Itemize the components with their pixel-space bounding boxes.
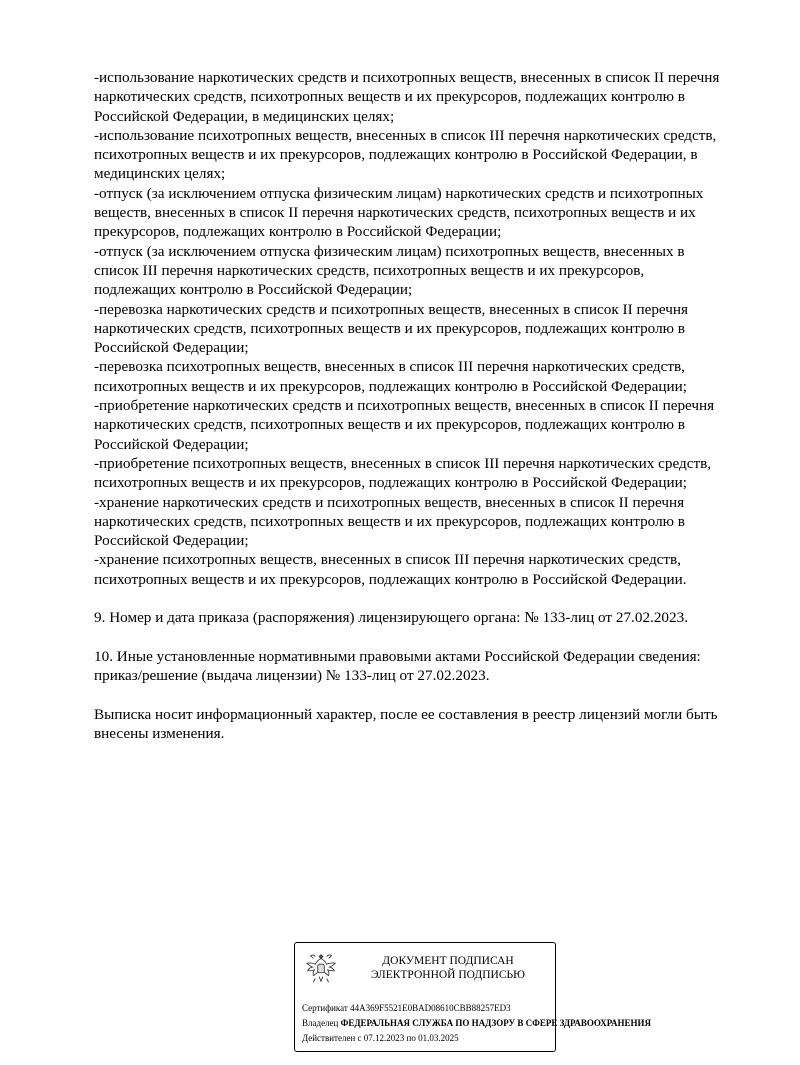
certificate-row [302, 1003, 511, 1013]
license-activity-item [94, 68, 766, 126]
stamp-title [343, 954, 553, 982]
text-line: веществ, внесенных в список II перечня наркотических средств, психотропных веществ и их [94, 204, 696, 222]
stamp-title-line-2: ЭЛЕКТРОННОЙ ПОДПИСЬЮ [371, 969, 525, 981]
text-line: Российской Федерации; [94, 532, 249, 550]
license-activity-item [94, 242, 766, 300]
text-line: -использование психотропных веществ, внесенных в список III перечня наркотических средств, [94, 126, 717, 144]
text-line: наркотических средств, психотропных веществ и их прекурсоров, подлежащих контролю в [94, 319, 685, 337]
text-line: -отпуск (за исключением отпуска физическим лицам) психотропных веществ, внесенных в [94, 242, 685, 260]
text-line: -приобретение наркотических средств и психотропных веществ, внесенных в список II перечня [94, 397, 715, 415]
license-activity-item [94, 357, 766, 396]
license-activity-item [94, 184, 766, 242]
text-line: список III перечня наркотических средств, психотропных веществ и их прекурсоров, [94, 261, 645, 279]
text-line: Российской Федерации; [94, 339, 249, 357]
text-line: Российской Федерации, в медицинских целях; [94, 107, 395, 125]
text-line: внесены изменения. [94, 725, 225, 743]
text-line: -использование наркотических средств и психотропных веществ, внесенных в список II перечня [94, 69, 720, 86]
text-line: прекурсоров, подлежащих контролю в Российской Федерации; [94, 223, 502, 241]
certificate-value: 44A369F5521E0BAD08610CBB88257ED3 [350, 1003, 511, 1013]
text-line: подлежащих контролю в Российской Федерации; [94, 281, 413, 299]
certificate-label: Сертификат [302, 1003, 348, 1013]
text-line: наркотических средств, психотропных веществ и их прекурсоров, подлежащих контролю в [94, 416, 685, 434]
stamp-title-line-1: ДОКУМЕНТ ПОДПИСАН [382, 955, 514, 967]
text-line: -хранение психотропных веществ, внесенных в список III перечня наркотических средств, [94, 551, 682, 569]
document-paragraph [94, 705, 766, 744]
text-line: психотропных веществ и их прекурсоров, подлежащих контролю в Российской Федерации. [94, 570, 687, 588]
license-activity-item [94, 454, 766, 493]
document-paragraph [94, 608, 766, 627]
owner-row [302, 1018, 651, 1028]
license-activity-item [94, 550, 766, 589]
validity-row: Действителен с 07.12.2023 по 01.03.2025 [302, 1033, 459, 1043]
text-line: приказ/решение (выдача лицензии) № 133-лиц от 27.02.2023. [94, 667, 490, 685]
text-line: психотропных веществ и их прекурсоров, подлежащих контролю в Российской Федерации; [94, 474, 687, 492]
license-activity-item [94, 300, 766, 358]
license-activity-item [94, 493, 766, 551]
license-activity-item [94, 126, 766, 184]
text-line: Российской Федерации; [94, 435, 249, 453]
text-line: наркотических средств, психотропных веществ и их прекурсоров, подлежащих контролю в [94, 512, 685, 530]
license-activity-item [94, 396, 766, 454]
double-headed-eagle-emblem-icon [302, 949, 340, 987]
owner-value: ФЕДЕРАЛЬНАЯ СЛУЖБА ПО НАДЗОРУ В СФЕРЕ ЗДРАВООХРАНЕНИЯ [340, 1018, 652, 1028]
text-line: -отпуск (за исключением отпуска физическим лицам) наркотических средств и психотропных [94, 184, 704, 202]
text-line: психотропных веществ и их прекурсоров, подлежащих контролю в Российской Федерации; [94, 377, 687, 395]
text-line: 9. Номер и дата приказа (распоряжения) лицензирующего органа: № 133-лиц от 27.02.2023. [94, 609, 689, 627]
document-paragraph [94, 647, 766, 686]
document-body [94, 68, 766, 743]
text-line: психотропных веществ и их прекурсоров, подлежащих контролю в Российской Федерации, в [94, 146, 698, 164]
text-line: -хранение наркотических средств и психотропных веществ, внесенных в список II перечня [94, 493, 685, 511]
text-line: Выписка носит информационный характер, после ее составления в реестр лицензий могли быть [94, 705, 718, 723]
text-line: медицинских целях; [94, 165, 226, 183]
text-line: -приобретение психотропных веществ, внесенных в список III перечня наркотических средств, [94, 454, 712, 472]
electronic-signature-stamp [294, 942, 652, 1052]
text-line: наркотических средств, психотропных веществ и их прекурсоров, подлежащих контролю в [94, 88, 685, 106]
text-line: -перевозка психотропных веществ, внесенных в список III перечня наркотических средств, [94, 358, 685, 376]
text-line: -перевозка наркотических средств и психотропных веществ, внесенных в список II перечня [94, 300, 689, 318]
text-line: 10. Иные установленные нормативными правовыми актами Российской Федерации сведения: [94, 647, 701, 665]
owner-label: Владелец [302, 1018, 339, 1028]
